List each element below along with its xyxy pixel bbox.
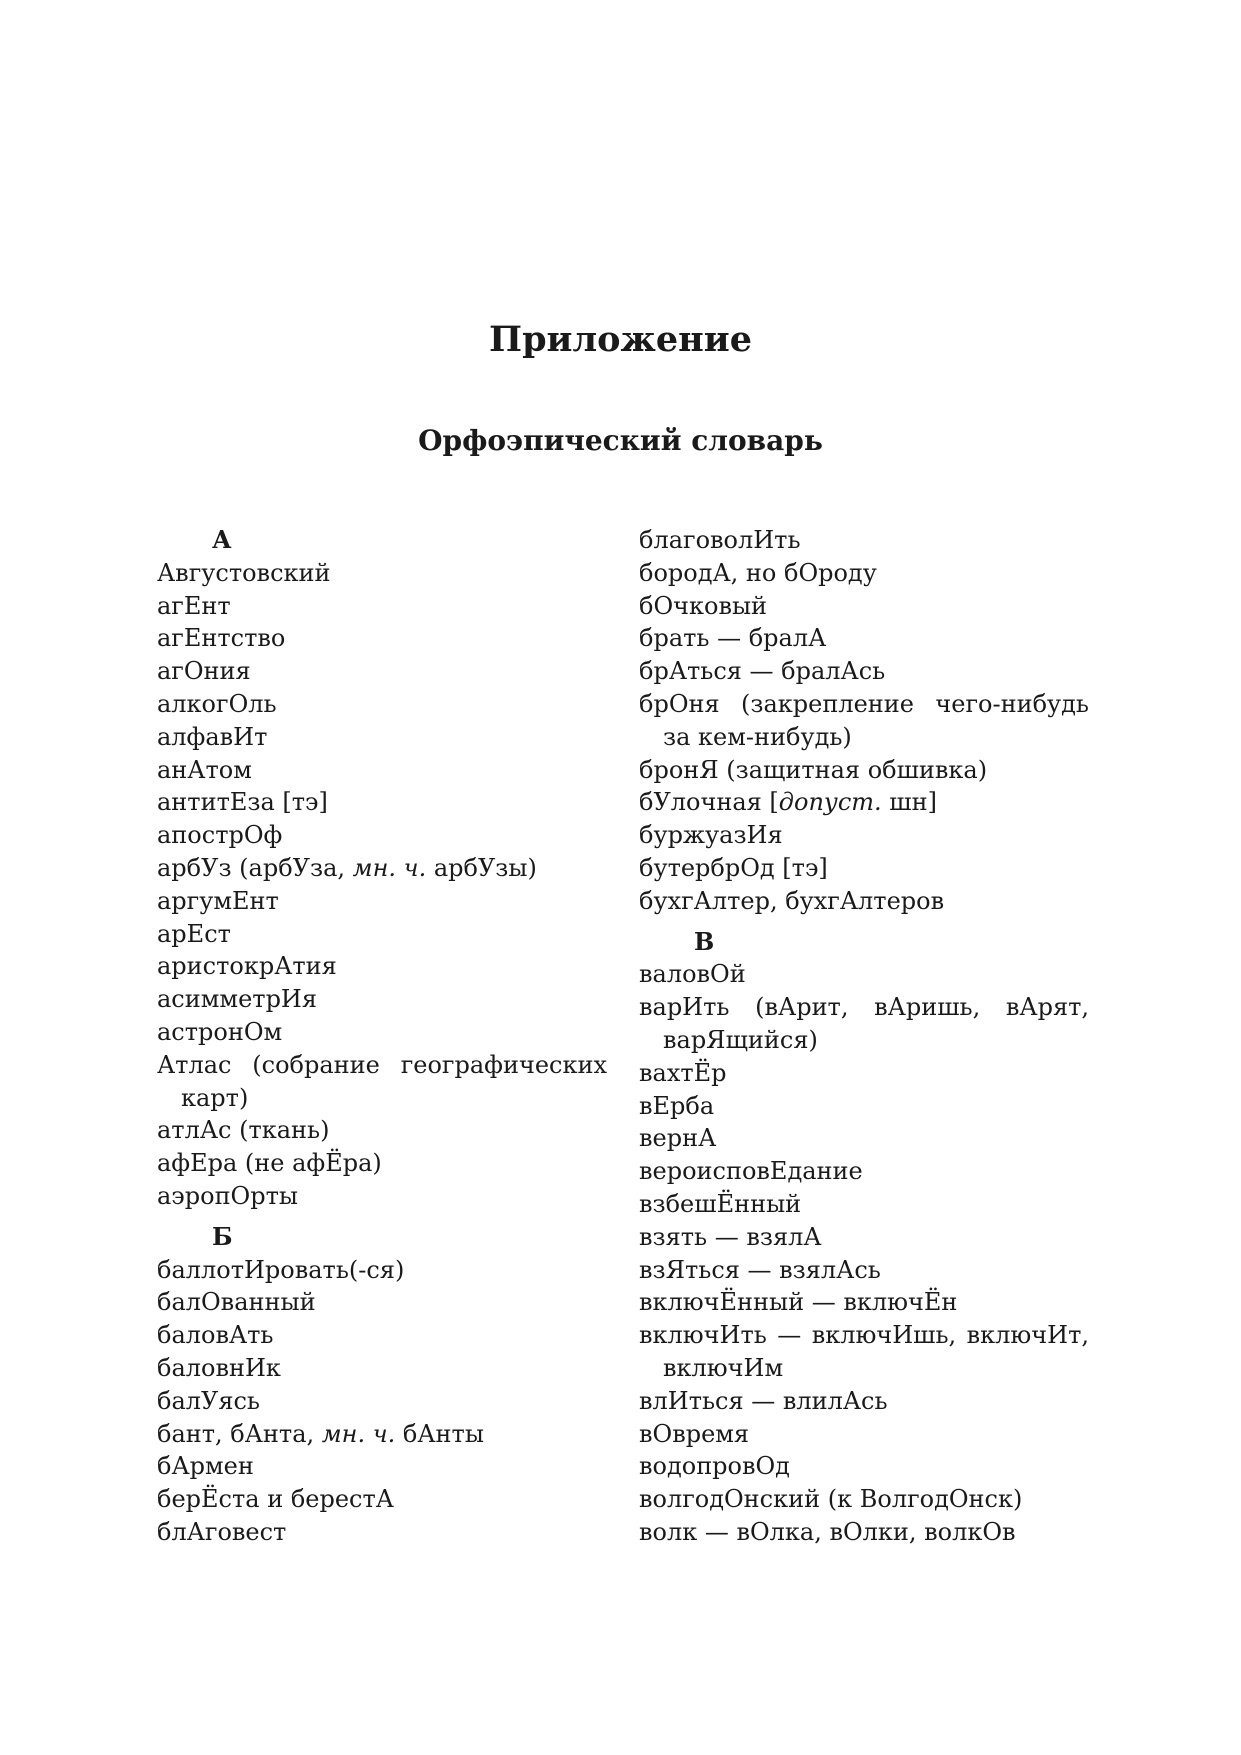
dictionary-entry: антитЕза [тэ] [157,788,328,817]
dictionary-entry: бутербрОд [тэ] [639,853,828,882]
dictionary-entry: вЕрба [639,1091,715,1120]
entry-text: арбУз (арбУза, [157,853,353,882]
left-column [157,524,607,1549]
dictionary-subtitle: Орфоэпический словарь [418,424,823,457]
dictionary-entry: баловнИк [157,1353,281,1382]
dictionary-entry: агЕнтство [157,624,286,653]
dictionary-entry: атлАс (ткань) [157,1116,330,1145]
dictionary-entry: баллотИровать(-ся) [157,1255,405,1284]
dictionary-entry: бАрмен [157,1452,254,1481]
dictionary-entry: агЕнт [157,591,231,620]
dictionary-entry: афЕра (не афЁра) [157,1149,382,1178]
dictionary-entry: включЁнный — включЁн [639,1288,958,1317]
dictionary-entry: асимметрИя [157,985,317,1014]
dictionary-entry: волк — вОлка, вОлки, волкОв [639,1517,1016,1546]
entry-text: бАнты [395,1419,484,1448]
dictionary-entry: брАться — бралАсь [639,657,886,686]
dictionary-entry: арЕст [157,919,231,948]
page-title: Приложение [489,319,752,360]
dictionary-entry-bulochnaya [639,786,1089,819]
dictionary-entry: брОня (закрепление чего-нибудь за кем-нибудь) [639,689,1089,751]
dictionary-entry: алфавИт [157,722,268,751]
dictionary-entry: берЁста и берестА [157,1485,394,1514]
dictionary-entry: алкогОль [157,689,277,718]
abbreviation: мн. ч. [321,1419,396,1448]
dictionary-entry: буржуазИя [639,821,783,850]
dictionary-entry: вероисповЕдание [639,1157,863,1186]
section-letter-v: В [694,926,715,956]
dictionary-entry: волгодОнский (к ВолгодОнск) [639,1485,1023,1514]
dictionary-entry: аргумЕнт [157,886,279,915]
dictionary-entry: варИть (вАрит, вАришь, вАрят, варЯщийся) [639,993,1089,1054]
dictionary-entry: взбешЁнный [639,1189,802,1218]
dictionary-entry: взять — взялА [639,1222,822,1251]
dictionary-entry: агОния [157,657,251,686]
dictionary-entry: вахтЁр [639,1058,727,1087]
entry-text: бУлочная [ [639,788,779,817]
dictionary-entry: бухгАлтер, бухгАлтеров [639,886,945,915]
dictionary-entry: бронЯ (защитная обшивка) [639,755,988,784]
dictionary-entry: баловАть [157,1321,274,1350]
dictionary-entry: брать — бралА [639,624,827,653]
section-letter-b: Б [212,1221,233,1251]
dictionary-entry: бородА, но бОроду [639,558,877,587]
right-column [639,524,1089,1549]
dictionary-entry: благоволИть [639,526,801,554]
dictionary-entry-arbuz [157,852,607,885]
dictionary-entry: водопровОд [639,1452,790,1481]
entry-text: арбУзы) [426,853,537,882]
dictionary-entry: валовОй [639,960,746,989]
entry-text: бант, бАнта, [157,1419,322,1448]
dictionary-entry: блАговест [157,1517,287,1546]
dictionary-entry: аристокрАтия [157,952,337,981]
dictionary-entry: балУясь [157,1386,260,1415]
dictionary-entry: Атлас (собрание географических карт) [157,1050,607,1112]
dictionary-entry: апострОф [157,821,283,850]
dictionary-entry: балОванный [157,1288,316,1317]
dictionary-entry: Августовский [157,558,331,587]
abbreviation: допуст. [778,788,882,817]
section-letter-a: А [212,525,232,554]
abbreviation: мн. ч. [352,853,427,882]
dictionary-entry: взЯться — взялАсь [639,1255,881,1284]
dictionary-entry: включИть — включИшь, включИт, включИм [639,1321,1089,1382]
dictionary-entry: анАтом [157,755,252,784]
dictionary-entry: влИться — влилАсь [639,1386,888,1415]
dictionary-entry: бОчковый [639,591,768,620]
dictionary-entry-bant [157,1418,607,1451]
dictionary-entry: вОвремя [639,1419,750,1448]
entry-text: шн] [881,788,937,817]
dictionary-entry: аэропОрты [157,1181,298,1210]
dictionary-entry: вернА [639,1124,717,1153]
dictionary-entry: астронОм [157,1017,283,1046]
